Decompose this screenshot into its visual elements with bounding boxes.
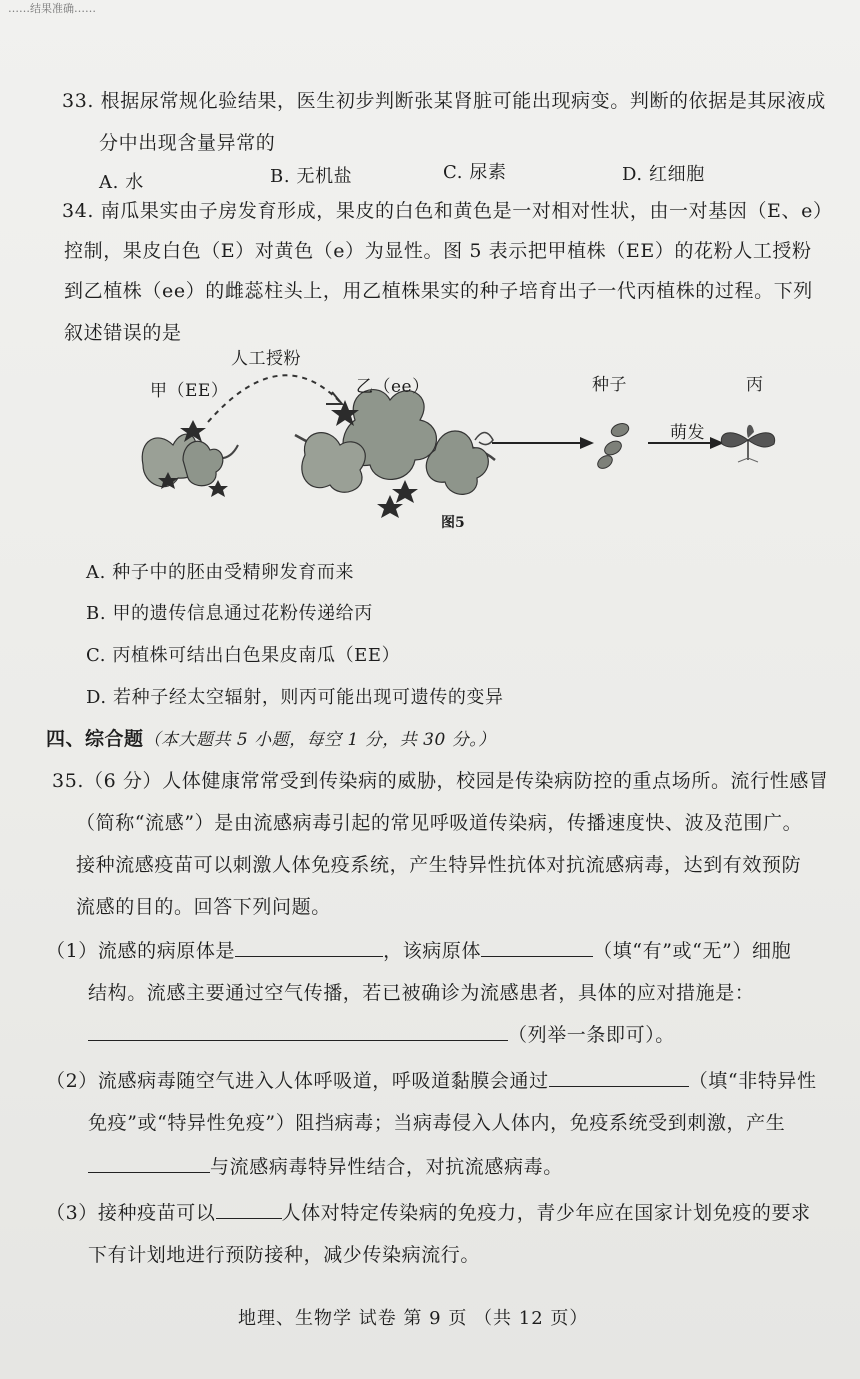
q34-stem-line2: 控制，果皮白色（E）对黄色（e）为显性。图 5 表示把甲植株（EE）的花粉人工授粉	[64, 240, 812, 262]
answer-blank-immunity-type[interactable]	[549, 1068, 689, 1087]
q35-part1-line3	[88, 1020, 675, 1047]
q35-part2-text-a: （2）流感病毒随空气进入人体呼吸道，呼吸道黏膜会通过	[46, 1070, 549, 1092]
page-footer: 地理、生物学 试卷 第 9 页 （共 12 页）	[238, 1308, 589, 1329]
figure-label-plant-c: 丙	[746, 375, 764, 395]
q33-option-b: B. 无机盐	[270, 166, 353, 187]
answer-blank-measure[interactable]	[88, 1022, 508, 1041]
q34-option-a: A. 种子中的胚由受精卵发育而来	[86, 562, 355, 583]
figure-label-pollination: 人工授粉	[231, 349, 301, 369]
q35-part2-text-b: （填“非特异性	[688, 1070, 817, 1092]
q34-stem-line1: 34. 南瓜果实由子房发育形成，果皮的白色和黄色是一对相对性状，由一对基因（E、e）	[62, 200, 833, 222]
figure-label-plant-b: 乙（ee）	[356, 377, 430, 397]
seedling-drawing	[721, 425, 774, 462]
answer-blank-cell-structure[interactable]	[481, 938, 593, 957]
plant-b-drawing	[295, 390, 495, 518]
q35-part1-text-a: （1）流感的病原体是	[46, 940, 236, 962]
figure-label-germinate: 萌发	[670, 423, 705, 443]
q35-part1-text-e: （列举一条即可）。	[508, 1024, 675, 1046]
q33-stem-line1: 33. 根据尿常规化验结果，医生初步判断张某肾脏可能出现病变。判断的依据是其尿液成	[62, 90, 826, 112]
q35-part2-text-d: 与流感病毒特异性结合，对抗流感病毒。	[210, 1156, 563, 1178]
q34-stem-line3: 到乙植株（ee）的雌蕊柱头上，用乙植株果实的种子培育出子一代丙植株的过程。下列	[64, 280, 813, 302]
figure-5	[120, 340, 820, 540]
q35-stem-line3: 接种流感疫苗可以刺激人体免疫系统，产生特异性抗体对抗流感病毒，达到有效预防	[76, 854, 802, 876]
q35-part2-line2: 免疫”或“特异性免疫”）阻挡病毒；当病毒侵入人体内，免疫系统受到刺激，产生	[88, 1112, 786, 1134]
answer-blank-pathogen[interactable]	[235, 938, 383, 957]
q35-part2-line3	[88, 1152, 563, 1179]
q35-stem-line1: 35.（6 分）人体健康常常受到传染病的威胁，校园是传染病防控的重点场所。流行性感冒	[52, 770, 829, 792]
q35-part1-line1	[46, 936, 791, 963]
cropped-header-text: ……结果准确……	[8, 2, 96, 15]
q35-part1-text-b: ，该病原体	[383, 940, 482, 962]
q35-stem-line4: 流感的目的。回答下列问题。	[76, 896, 331, 918]
figure-label-seed: 种子	[592, 375, 627, 395]
q35-part3-text-b: 人体对特定传染病的免疫力，青少年应在国家计划免疫的要求	[281, 1202, 811, 1224]
figure-5-illustration	[120, 340, 820, 540]
section-4-note: （本大题共 5 小题，每空 1 分，共 30 分。）	[143, 730, 496, 750]
q35-part3-text-a: （3）接种疫苗可以	[46, 1202, 216, 1224]
q33-option-c: C. 尿素	[443, 162, 507, 183]
answer-blank-antibody[interactable]	[88, 1154, 210, 1173]
q34-option-c: C. 丙植株可结出白色果皮南瓜（EE）	[86, 645, 401, 666]
section-4-heading	[46, 724, 496, 751]
q33-stem-line2: 分中出现含量异常的	[99, 132, 276, 154]
q33-option-d: D. 红细胞	[622, 164, 705, 185]
q35-part2-line1	[46, 1066, 817, 1093]
q35-part1-text-c: （填“有”或“无”）细胞	[593, 940, 792, 962]
q34-option-d: D. 若种子经太空辐射，则丙可能出现可遗传的变异	[86, 687, 504, 708]
answer-blank-vaccine-effect[interactable]	[216, 1200, 282, 1219]
pollination-arrowhead	[326, 392, 342, 404]
q35-part3-line2: 下有计划地进行预防接种，减少传染病流行。	[88, 1244, 481, 1266]
q34-stem-line4: 叙述错误的是	[64, 322, 182, 344]
figure-label-plant-a: 甲（EE）	[150, 381, 229, 401]
plant-a-drawing	[142, 420, 238, 497]
figure-caption: 图5	[441, 515, 465, 531]
q35-part1-line2: 结构。流感主要通过空气传播，若已被确诊为流感患者，具体的应对措施是：	[88, 982, 755, 1004]
section-4-title: 四、综合题	[46, 728, 144, 750]
q34-option-b: B. 甲的遗传信息通过花粉传递给丙	[86, 603, 373, 624]
q33-option-a: A. 水	[99, 172, 144, 193]
q35-part3-line1	[46, 1198, 811, 1225]
q35-stem-line2: （简称“流感”）是由流感病毒引起的常见呼吸道传染病，传播速度快、波及范围广。	[76, 812, 803, 834]
seed-drawing	[595, 421, 630, 471]
